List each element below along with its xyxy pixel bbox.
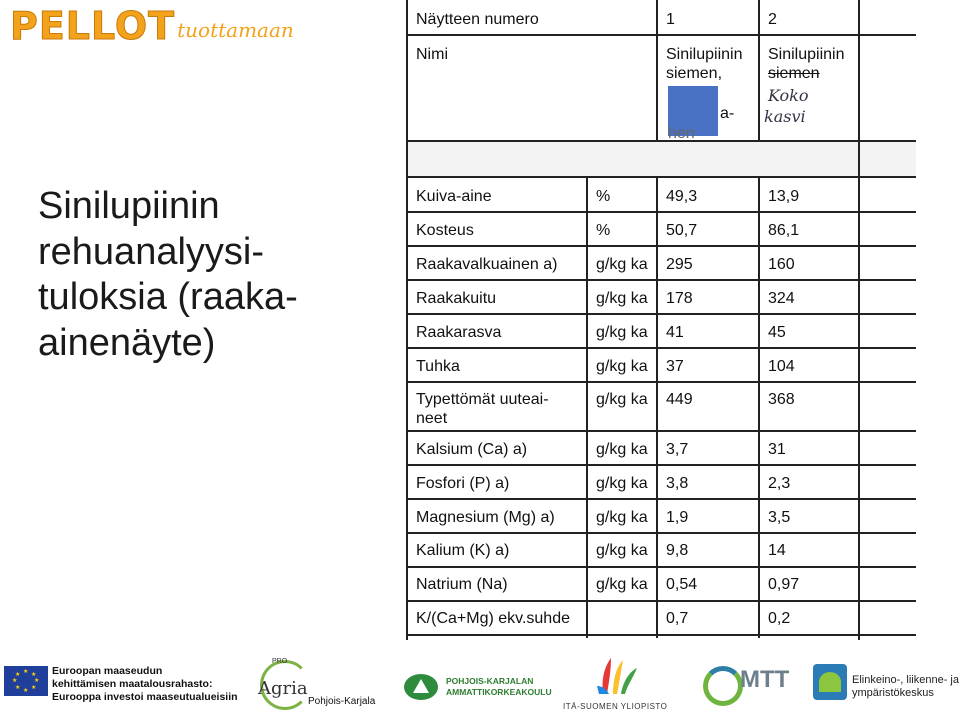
row-value-2: 0,2 [768,610,791,627]
eu-fund-line: Eurooppa investoi maaseutualueisiin [52,691,238,703]
row-unit: g/kg ka [596,509,648,526]
proagria-logo [256,658,376,716]
table-rule [586,178,588,638]
eu-flag-icon: ★ ★ ★ ★ ★ ★ ★ ★ [4,666,48,696]
row-name: Raakakuitu [416,290,497,307]
row-value-2: 31 [768,441,786,458]
sample-number-label: Näytteen numero [416,11,539,28]
slide-title-line: rehuanalyysi- [38,230,264,273]
pellot-logo [10,4,294,48]
row-unit: g/kg ka [596,290,648,307]
row-name: Natrium (Na) [416,576,508,593]
table-rule [406,498,916,500]
slide-title-line: Sinilupiinin [38,185,220,227]
row-unit: g/kg ka [596,324,648,341]
sample-1-name: siemen, [666,65,723,82]
ely-line: ympäristökeskus [852,687,934,699]
sample-2-handwriting: Koko [768,86,809,105]
sample-1-name: a- [720,105,735,122]
sample-number-1: 1 [666,11,675,28]
analysis-table-scan [406,0,916,640]
ely-line: Elinkeino-, liikenne- ja [852,674,959,686]
table-rule [406,245,916,247]
row-value-1: 449 [666,391,693,408]
sample-2-name: Sinilupiinin [768,46,845,63]
row-unit: % [596,222,611,239]
row-value-1: 0,54 [666,576,698,593]
row-value-1: 9,8 [666,542,689,559]
row-value-1: 1,9 [666,509,689,526]
slide-title-line: tuloksia (raaka- [38,276,298,319]
eu-fund-text [52,665,238,704]
mtt-text: MTT [740,666,790,693]
row-value-2: 0,97 [768,576,800,593]
row-value-1: 49,3 [666,188,698,205]
uef-logo-icon [595,656,639,696]
row-unit: g/kg ka [596,576,648,593]
sample-2-name: siemen [768,65,820,82]
row-value-1: 41 [666,324,684,341]
table-rule [406,381,916,383]
table-rule [858,0,860,640]
row-value-1: 295 [666,256,693,273]
ely-logo-icon [813,664,847,700]
row-name: neet [416,410,448,427]
pkamk-line: AMMATTIKORKEAKOULU [446,687,552,697]
table-rule [406,211,916,213]
table-rule [406,464,916,466]
row-value-1: 178 [666,290,693,307]
proagria-pro: PRO [272,658,288,665]
slide-title [38,184,338,366]
row-unit: % [596,188,611,205]
sample-1-name: Sinilupiinin [666,46,743,63]
sample-2-handwriting: kasvi [764,107,806,126]
eu-fund-line: Euroopan maaseudun [52,665,163,677]
row-unit: g/kg ka [596,256,648,273]
mtt-logo-icon [703,666,743,706]
row-name: Kuiva-aine [416,188,492,205]
pellot-logo-script: tuottamaan [177,18,294,42]
sample-number-2: 2 [768,11,777,28]
sample-1-name: hen [668,125,695,142]
row-name: Fosfori (P) a) [416,475,510,492]
table-rule [406,176,916,178]
row-value-2: 86,1 [768,222,800,239]
table-rule [406,430,916,432]
row-value-2: 324 [768,290,795,307]
row-value-1: 37 [666,358,684,375]
row-value-2: 2,3 [768,475,791,492]
row-name: Kosteus [416,222,474,239]
ely-text [852,674,959,700]
row-value-2: 14 [768,542,786,559]
row-unit: g/kg ka [596,441,648,458]
pkamk-text [446,676,552,698]
row-value-2: 3,5 [768,509,791,526]
table-rule [406,313,916,315]
table-rule [656,178,658,638]
table-rule [406,0,408,640]
eu-fund-line: kehittämisen maatalousrahasto: [52,678,213,690]
pkamk-logo-icon [404,674,438,700]
row-unit: g/kg ka [596,475,648,492]
table-rule [656,0,658,140]
pellot-logo-main: PELLOT [10,4,176,48]
name-label: Nimi [416,46,448,63]
table-rule [406,34,916,36]
row-value-2: 160 [768,256,795,273]
row-name: Raakavalkuainen a) [416,256,558,273]
row-value-1: 3,7 [666,441,689,458]
partner-logos [0,648,959,719]
row-value-2: 104 [768,358,795,375]
pkamk-line: POHJOIS-KARJALAN [446,676,534,686]
row-value-1: 50,7 [666,222,698,239]
table-rule [758,178,760,638]
table-rule [406,140,916,142]
row-name: Kalium (K) a) [416,542,510,559]
uef-text: ITÄ-SUOMEN YLIOPISTO [563,702,668,711]
row-name: K/(Ca+Mg) ekv.suhde [416,610,570,627]
table-rule [406,566,916,568]
row-unit: g/kg ka [596,542,648,559]
table-gap-band [406,142,916,176]
row-name: Raakarasva [416,324,502,341]
row-value-2: 45 [768,324,786,341]
row-value-2: 13,9 [768,188,800,205]
row-value-1: 3,8 [666,475,689,492]
table-rule [406,532,916,534]
table-rule [406,600,916,602]
table-rule [406,279,916,281]
row-name: Typettömät uuteai- [416,391,549,408]
proagria-region: Pohjois-Karjala [308,696,376,707]
row-unit: g/kg ka [596,391,648,408]
row-value-1: 0,7 [666,610,689,627]
row-name: Magnesium (Mg) a) [416,509,555,526]
table-rule [406,634,916,636]
row-value-2: 368 [768,391,795,408]
row-name: Kalsium (Ca) a) [416,441,528,458]
slide-title-line: ainenäyte) [38,321,216,364]
table-rule [758,0,760,140]
proagria-name: Agria [258,678,308,699]
row-name: Tuhka [416,358,460,375]
table-rule [406,347,916,349]
row-unit: g/kg ka [596,358,648,375]
